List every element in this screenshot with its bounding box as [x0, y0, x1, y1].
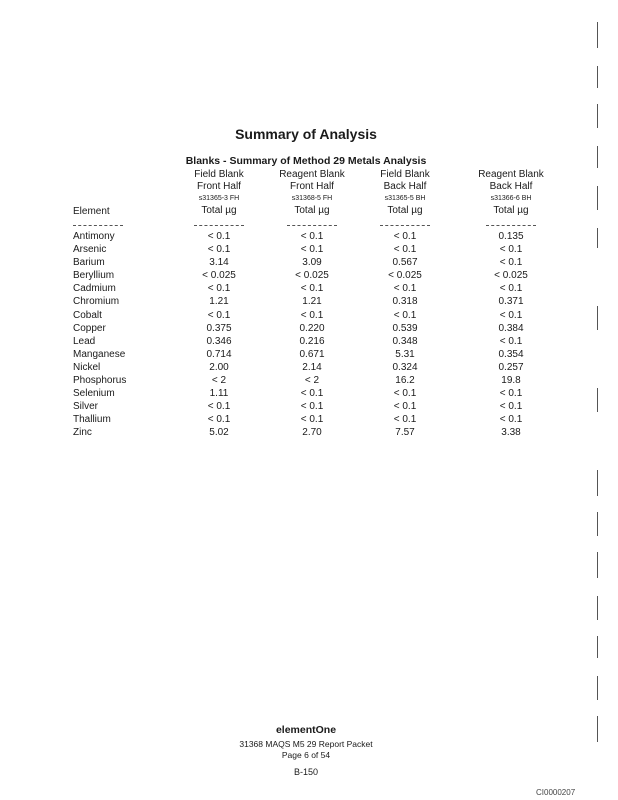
value-cell: 0.346 [206, 335, 232, 347]
value-cell: 3.09 [302, 257, 322, 269]
value-cell: 0.135 [498, 231, 524, 242]
value-cell: 1.21 [302, 296, 322, 308]
value-cell: 0.348 [392, 335, 418, 347]
scan-edge-mark [597, 306, 598, 330]
table-row [0, 374, 618, 387]
sample-id: s31366-6 BH [490, 195, 532, 202]
column-header-field-blank-bh [355, 169, 455, 217]
page-number: Page 6 of 54 [281, 750, 331, 760]
scan-edge-mark [597, 676, 598, 700]
element-name: Arsenic [73, 244, 107, 256]
value-cell: < 0.1 [499, 335, 523, 347]
scan-edge-mark [597, 512, 598, 536]
unit-label: Total µg [493, 205, 529, 216]
report-packet-line: 31368 MAQS M5 29 Report Packet [239, 739, 373, 749]
element-column-header: Element [73, 206, 110, 217]
value-cell: 7.57 [395, 427, 415, 439]
scan-edge-mark [597, 470, 598, 496]
column-header-line2: Front Half [290, 181, 334, 192]
value-cell: < 0.1 [300, 414, 324, 426]
scan-edge-mark [597, 66, 598, 88]
value-cell: 0.375 [206, 322, 232, 334]
value-cell: 2.00 [209, 361, 229, 373]
table-row [0, 295, 618, 308]
value-cell: 1.11 [209, 388, 229, 400]
value-cell: < 0.1 [393, 401, 417, 413]
value-cell: 19.8 [501, 375, 521, 387]
table-row [0, 335, 618, 348]
value-cell: 0.567 [392, 257, 418, 269]
value-cell: < 0.1 [207, 401, 231, 413]
scan-edge-mark [597, 636, 598, 658]
value-cell: < 0.1 [300, 388, 324, 400]
header-divider [194, 225, 244, 226]
value-cell: < 2 [211, 375, 227, 387]
scan-edge-mark [597, 552, 598, 578]
value-cell: < 0.1 [499, 257, 523, 269]
value-cell: 0.257 [498, 361, 524, 373]
value-cell: < 0.1 [499, 244, 523, 256]
value-cell: < 0.025 [202, 270, 236, 282]
scan-edge-mark [597, 388, 598, 412]
scan-edge-mark [597, 596, 598, 620]
company-name: elementOne [275, 724, 337, 736]
table-row [0, 230, 618, 243]
column-header-line2: Back Half [383, 181, 427, 192]
element-name: Selenium [73, 388, 115, 400]
value-cell: 0.539 [392, 322, 418, 334]
value-cell: 0.318 [392, 296, 418, 308]
element-name: Cobalt [73, 309, 102, 321]
scan-edge-mark [597, 146, 598, 168]
table-row [0, 282, 618, 295]
header-divider [73, 225, 123, 226]
table-row [0, 348, 618, 361]
value-cell: < 0.1 [499, 401, 523, 413]
value-cell: < 0.1 [499, 388, 523, 400]
value-cell: 2.70 [302, 427, 322, 439]
header-divider [287, 225, 337, 226]
element-name: Silver [73, 401, 99, 413]
value-cell: < 0.025 [295, 270, 329, 282]
unit-label: Total µg [201, 205, 237, 216]
header-divider [486, 225, 536, 226]
sample-id: s31365-5 BH [384, 195, 426, 202]
value-cell: 0.671 [299, 348, 325, 360]
element-name: Antimony [73, 231, 115, 242]
value-cell: < 0.1 [207, 231, 231, 242]
page-code: B-150 [293, 767, 319, 777]
sample-id: s31368-5 FH [291, 195, 333, 202]
table-row [0, 309, 618, 322]
value-cell: < 0.1 [393, 231, 417, 242]
value-cell: < 0.1 [300, 244, 324, 256]
table-row [0, 426, 618, 439]
value-cell: 0.354 [498, 348, 524, 360]
column-header-line1: Field Blank [194, 169, 244, 180]
table-row [0, 413, 618, 426]
value-cell: 0.384 [498, 322, 524, 334]
value-cell: < 0.1 [207, 244, 231, 256]
value-cell: 5.02 [209, 427, 229, 439]
value-cell: 0.324 [392, 361, 418, 373]
value-cell: 0.371 [498, 296, 524, 308]
value-cell: 3.14 [209, 257, 229, 269]
value-cell: 5.31 [395, 348, 415, 360]
value-cell: < 0.1 [300, 283, 324, 295]
value-cell: < 0.1 [393, 244, 417, 256]
element-name: Phosphorus [73, 375, 127, 387]
value-cell: 2.14 [302, 361, 322, 373]
element-name: Nickel [73, 361, 101, 373]
value-cell: < 0.1 [393, 309, 417, 321]
element-name: Beryllium [73, 270, 115, 282]
element-name: Thallium [73, 414, 111, 426]
column-header-reagent-blank-bh [461, 169, 561, 217]
page-title: Summary of Analysis [235, 126, 377, 142]
value-cell: < 0.1 [393, 388, 417, 400]
element-name: Manganese [73, 348, 126, 360]
scan-edge-mark [597, 186, 598, 210]
value-cell: < 0.1 [499, 309, 523, 321]
scan-edge-mark [597, 716, 598, 742]
sample-id: s31365-3 FH [198, 195, 240, 202]
table-row [0, 243, 618, 256]
column-header-line1: Field Blank [380, 169, 430, 180]
value-cell: < 0.1 [207, 414, 231, 426]
value-cell: < 0.1 [499, 283, 523, 295]
element-name: Zinc [73, 427, 92, 439]
column-header-line2: Back Half [489, 181, 533, 192]
value-cell: < 2 [304, 375, 320, 387]
results-table [0, 230, 618, 440]
element-name: Chromium [73, 296, 120, 308]
scan-edge-mark [597, 104, 598, 128]
column-header-line1: Reagent Blank [478, 169, 544, 180]
document-id: CI0000207 [536, 788, 576, 797]
table-row [0, 322, 618, 335]
table-row [0, 269, 618, 282]
table-row [0, 361, 618, 374]
value-cell: < 0.1 [393, 414, 417, 426]
column-header-reagent-blank-fh [262, 169, 362, 217]
value-cell: < 0.1 [207, 309, 231, 321]
element-name: Cadmium [73, 283, 116, 295]
value-cell: 0.216 [299, 335, 325, 347]
value-cell: 1.21 [209, 296, 229, 308]
value-cell: < 0.025 [494, 270, 528, 282]
column-header-field-blank-fh [169, 169, 269, 217]
value-cell: < 0.1 [300, 231, 324, 242]
value-cell: 16.2 [395, 375, 415, 387]
value-cell: 0.714 [206, 348, 232, 360]
table-row [0, 387, 618, 400]
scan-edge-mark [597, 22, 598, 48]
element-name: Lead [73, 335, 96, 347]
value-cell: < 0.025 [388, 270, 422, 282]
value-cell: < 0.1 [300, 309, 324, 321]
value-cell: < 0.1 [499, 414, 523, 426]
element-name: Copper [73, 322, 106, 334]
header-divider [380, 225, 430, 226]
element-name: Barium [73, 257, 105, 269]
column-header-line2: Front Half [197, 181, 241, 192]
unit-label: Total µg [294, 205, 330, 216]
value-cell: < 0.1 [393, 283, 417, 295]
column-header-line1: Reagent Blank [279, 169, 345, 180]
table-row [0, 256, 618, 269]
unit-label: Total µg [387, 205, 423, 216]
value-cell: 0.220 [299, 322, 325, 334]
value-cell: < 0.1 [300, 401, 324, 413]
value-cell: < 0.1 [207, 283, 231, 295]
table-subtitle: Blanks - Summary of Method 29 Metals Analysis [185, 155, 427, 167]
table-row [0, 400, 618, 413]
value-cell: 3.38 [501, 427, 521, 439]
scan-edge-mark [597, 228, 598, 248]
